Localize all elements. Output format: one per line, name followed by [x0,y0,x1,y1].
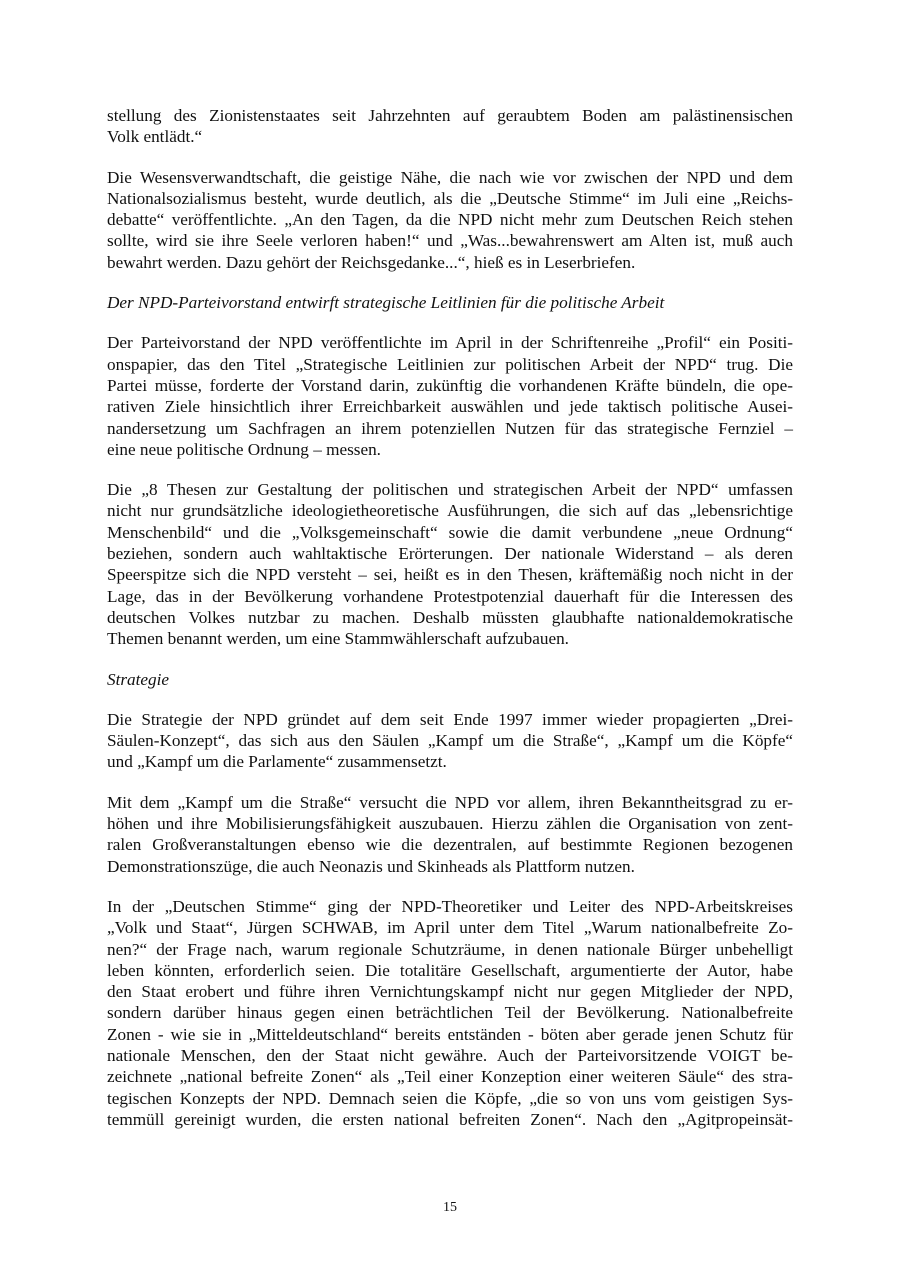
text-line: Volk entlädt.“ [107,127,203,147]
paragraph [107,167,793,273]
document-body [107,105,793,1149]
text-line: deutschen Volkes nutzbar zu machen. Deshalb müssten glaubhafte nationaldemokratische [107,607,793,627]
text-line: den Staat erobert und führe ihren Vernichtungskampf nicht nur gegen Mitglieder der NPD, [107,982,793,1002]
text-line: In der „Deutschen Stimme“ ging der NPD-Theoretiker und Leiter des NPD-Arbeitskreises [107,896,793,916]
text-line: Mit dem „Kampf um die Straße“ versucht die NPD vor allem, ihren Bekanntheitsgrad zu er- [107,792,793,812]
text-line: leben könnten, erforderlich seien. Die totalitäre Gesellschaft, argumentierte der Autor, habe [107,960,793,980]
text-line: zeichnete „national befreite Zonen“ als „Teil einer Konzeption einer weiteren Säule“ des stra- [107,1067,793,1087]
text-line: Partei müsse, forderte der Vorstand darin, zukünftig die vorhandenen Kräfte bündeln, die ope- [107,375,793,395]
text-line: Demonstrationszüge, die auch Neonazis und Skinheads als Plattform nutzen. [107,856,635,876]
text-line: sollte, wird sie ihre Seele verloren haben!“ und „Was...bewahrenswert am Alten ist, muß auch [107,231,793,251]
page-number: 15 [443,1200,457,1215]
text-line: beziehen, sondern auch wahltaktische Erörterungen. Der nationale Widerstand – als deren [107,544,793,564]
section-heading [107,292,793,313]
text-line: nationale Menschen, den der Staat nicht gewähre. Auch der Parteivorsitzende VOIGT be- [107,1045,793,1065]
text-line: ralen Großveranstaltungen ebenso wie die dezentralen, auf bestimmte Regionen bezogenen [107,835,793,855]
text-line: „Volk und Staat“, Jürgen SCHWAB, im April unter dem Titel „Warum nationalbefreite Zo- [107,918,793,938]
text-line: Speerspitze sich die NPD versteht – sei, heißt es in den Thesen, kräftemäßig noch nicht in der [107,565,793,585]
paragraph [107,792,793,877]
text-line: eine neue politische Ordnung – messen. [107,439,381,459]
paragraph [107,896,793,1130]
section-heading [107,669,793,690]
text-line: Themen benannt werden, um eine Stammwählerschaft aufzubauen. [107,629,569,649]
text-line: Der Parteivorstand der NPD veröffentlichte im April in der Schriftenreihe „Profil“ ein Positi- [107,333,793,353]
text-line: bewahrt werden. Dazu gehört der Reichsgedanke...“, hieß es in Leserbriefen. [107,252,636,272]
text-line: Zonen - wie sie in „Mitteldeutschland“ bereits entständen - böten aber gerade jenen Schutz für [107,1024,793,1044]
text-line: und „Kampf um die Parlamente“ zusammensetzt. [107,752,447,772]
text-line: tegischen Konzepts der NPD. Demnach seien die Köpfe, „die so von uns vom geistigen Sys- [107,1088,793,1108]
paragraph [107,105,793,148]
text-line: Die Strategie der NPD gründet auf dem seit Ende 1997 immer wieder propagierten „Drei- [107,709,793,729]
text-line: Der NPD-Parteivorstand entwirft strategische Leitlinien für die politische Arbeit [107,293,665,313]
text-line: höhen und ihre Mobilisierungsfähigkeit auszubauen. Hierzu zählen die Organisation von zent- [107,814,793,834]
text-line: onspapier, das den Titel „Strategische Leitlinien zur politischen Arbeit der NPD“ trug. Die [107,354,793,374]
paragraph [107,332,793,460]
text-line: Die Wesensverwandtschaft, die geistige Nähe, die nach wie vor zwischen der NPD und dem [107,167,793,187]
text-line: nen?“ der Frage nach, warum regionale Schutzräume, in denen nationale Bürger unbehelligt [107,939,793,959]
text-line: sondern darüber hinaus gegen einen beträchtlichen Teil der Bevölkerung. Nationalbefreite [107,1003,793,1023]
text-line: Säulen-Konzept“, das sich aus den Säulen „Kampf um die Straße“, „Kampf um die Köpfe“ [107,731,793,751]
text-line: nandersetzung um Sachfragen an ihrem potenziellen Nutzen für das strategische Fernziel – [107,418,793,438]
paragraph [107,709,793,773]
text-line: Nationalsozialismus besteht, wurde deutlich, als die „Deutsche Stimme“ im Juli eine „Reichs- [107,188,793,208]
text-line: Lage, das in der Bevölkerung vorhandene Protestpotenzial dauerhaft für die Interessen des [107,586,793,606]
text-line: debatte“ veröffentlichte. „An den Tagen, da die NPD nicht mehr zum Deutschen Reich stehen [107,210,793,230]
text-line: temmüll gereinigt wurden, die ersten national befreiten Zonen“. Nach den „Agitpropeinsät- [107,1109,793,1129]
text-line: stellung des Zionistenstaates seit Jahrzehnten auf geraubtem Boden am palästinensischen [107,106,793,125]
text-line: Menschenbild“ und die „Volksgemeinschaft“ sowie die damit verbundene „neue Ordnung“ [107,522,793,542]
text-line: Die „8 Thesen zur Gestaltung der politischen und strategischen Arbeit der NPD“ umfassen [107,480,793,500]
paragraph [107,479,793,649]
text-line: Strategie [107,669,170,689]
text-line: nicht nur grundsätzliche ideologietheoretische Ausführungen, die sich auf das „lebensrichtige [107,501,793,521]
text-line: rativen Ziele hinsichtlich ihrer Erreichbarkeit auswählen und jede taktisch politische Ausei- [107,397,793,417]
